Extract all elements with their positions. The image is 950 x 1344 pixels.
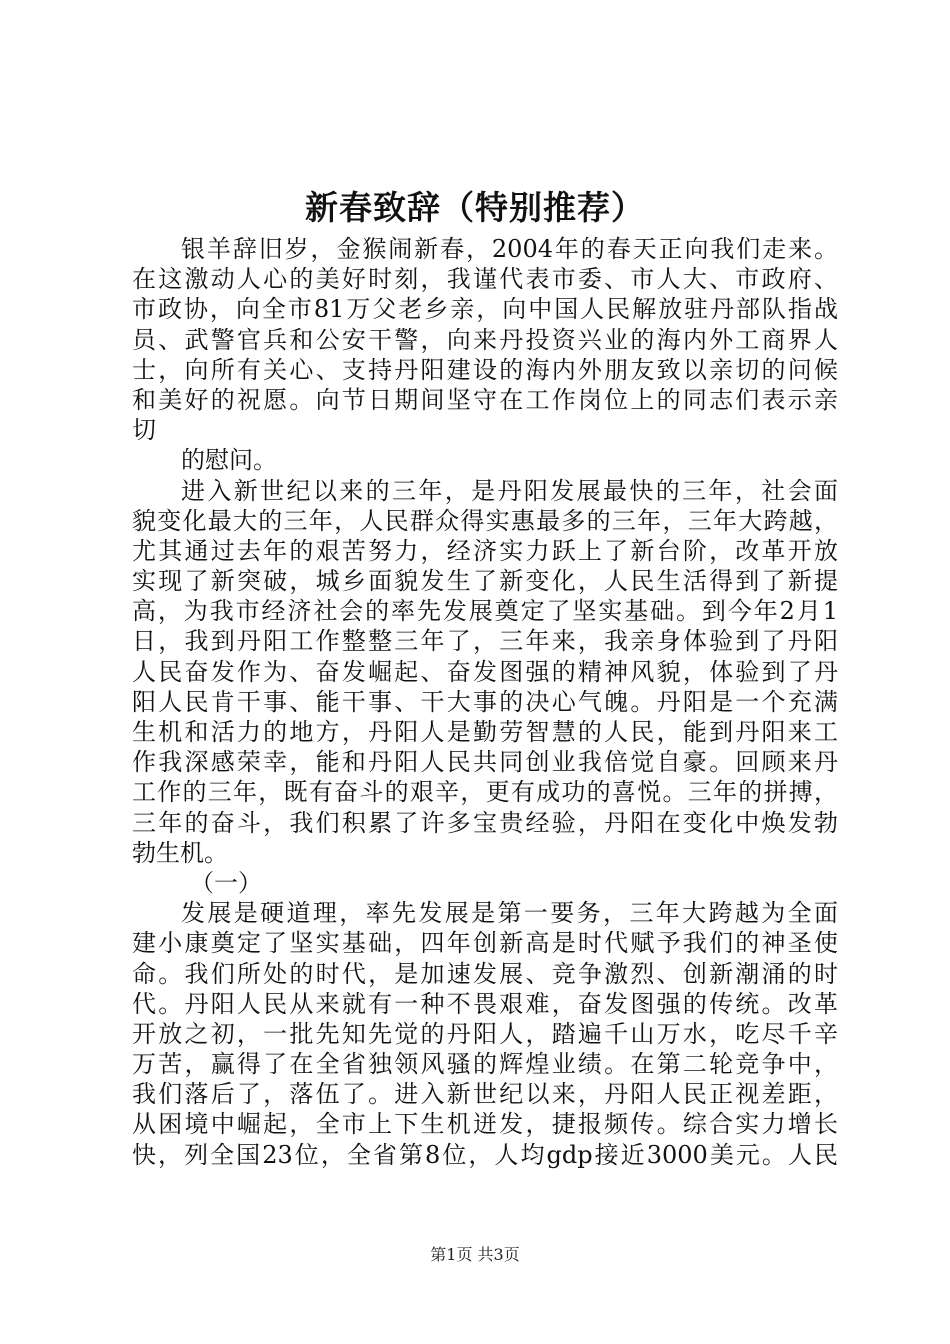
document-title: 新春致辞（特别推荐） (305, 188, 645, 227)
text-line: 代。丹阳人民从来就有一种不畏艰难，奋发图强的传统。改革 (132, 989, 838, 1018)
text-line: 实现了新突破，城乡面貌发生了新变化，人民生活得到了新提 (132, 567, 838, 596)
text-line: 日，我到丹阳工作整整三年了，三年来，我亲身体验到了丹阳 (132, 627, 838, 656)
text-line: 命。我们所处的时代，是加速发展、竞争激烈、创新潮涌的时 (132, 959, 838, 988)
text-line: 进入新世纪以来的三年，是丹阳发展最快的三年，社会面 (181, 476, 838, 505)
text-line: 切 (132, 416, 156, 445)
text-line: 万苦，赢得了在全省独领风骚的辉煌业绩。在第二轮竞争中， (132, 1050, 838, 1079)
text-line: 市政协，向全市81万父老乡亲，向中国人民解放驻丹部队指战 (132, 295, 838, 324)
text-line: 士，向所有关心、支持丹阳建设的海内外朋友致以亲切的问候 (132, 355, 838, 384)
text-line: 开放之初，一批先知先觉的丹阳人，踏遍千山万水，吃尽千辛 (132, 1019, 838, 1048)
text-line: 银羊辞旧岁，金猴闹新春，2004年的春天正向我们走来。 (181, 235, 838, 263)
text-line: 建小康奠定了坚实基础，四年创新高是时代赋予我们的神圣使 (132, 929, 838, 958)
text-line: 的慰问。 (181, 446, 277, 475)
text-line: 发展是硬道理，率先发展是第一要务，三年大跨越为全面 (181, 899, 838, 928)
text-line: 勃生机。 (132, 838, 228, 867)
text-line: 高，为我市经济社会的率先发展奠定了坚实基础。到今年2月1 (132, 597, 838, 626)
text-line: 在这激动人心的美好时刻，我谨代表市委、市人大、市政府、 (132, 265, 838, 294)
document-body (132, 234, 838, 1170)
text-line: 和美好的祝愿。向节日期间坚守在工作岗位上的同志们表示亲 (132, 385, 838, 414)
text-line: 人民奋发作为、奋发崛起、奋发图强的精神风貌，体验到了丹 (132, 657, 838, 686)
text-line: 我们落后了，落伍了。进入新世纪以来，丹阳人民正视差距， (132, 1080, 838, 1109)
text-line: 工作的三年，既有奋斗的艰辛，更有成功的喜悦。三年的拼搏， (132, 778, 838, 807)
text-line: 阳人民肯干事、能干事、干大事的决心气魄。丹阳是一个充满 (132, 687, 838, 716)
text-line: 员、武警官兵和公安干警，向来丹投资兴业的海内外工商界人 (132, 325, 838, 354)
text-line: 三年的奋斗，我们积累了许多宝贵经验，丹阳在变化中焕发勃 (132, 808, 838, 837)
text-line: 快，列全国23位，全省第8位，人均gdp接近3000美元。人民 (132, 1140, 838, 1169)
text-line: 从困境中崛起，全市上下生机迸发，捷报频传。综合实力增长 (132, 1110, 838, 1139)
section-heading: （一） (190, 868, 262, 897)
text-line: 作我深感荣幸，能和丹阳人民共同创业我倍觉自豪。回顾来丹 (132, 748, 838, 777)
text-line: 貌变化最大的三年，人民群众得实惠最多的三年，三年大跨越， (132, 506, 838, 535)
page-number: 第1页 共3页 (430, 1245, 520, 1264)
text-line: 尤其通过去年的艰苦努力，经济实力跃上了新台阶，改革开放 (132, 536, 838, 565)
text-line: 生机和活力的地方，丹阳人是勤劳智慧的人民，能到丹阳来工 (132, 718, 838, 746)
